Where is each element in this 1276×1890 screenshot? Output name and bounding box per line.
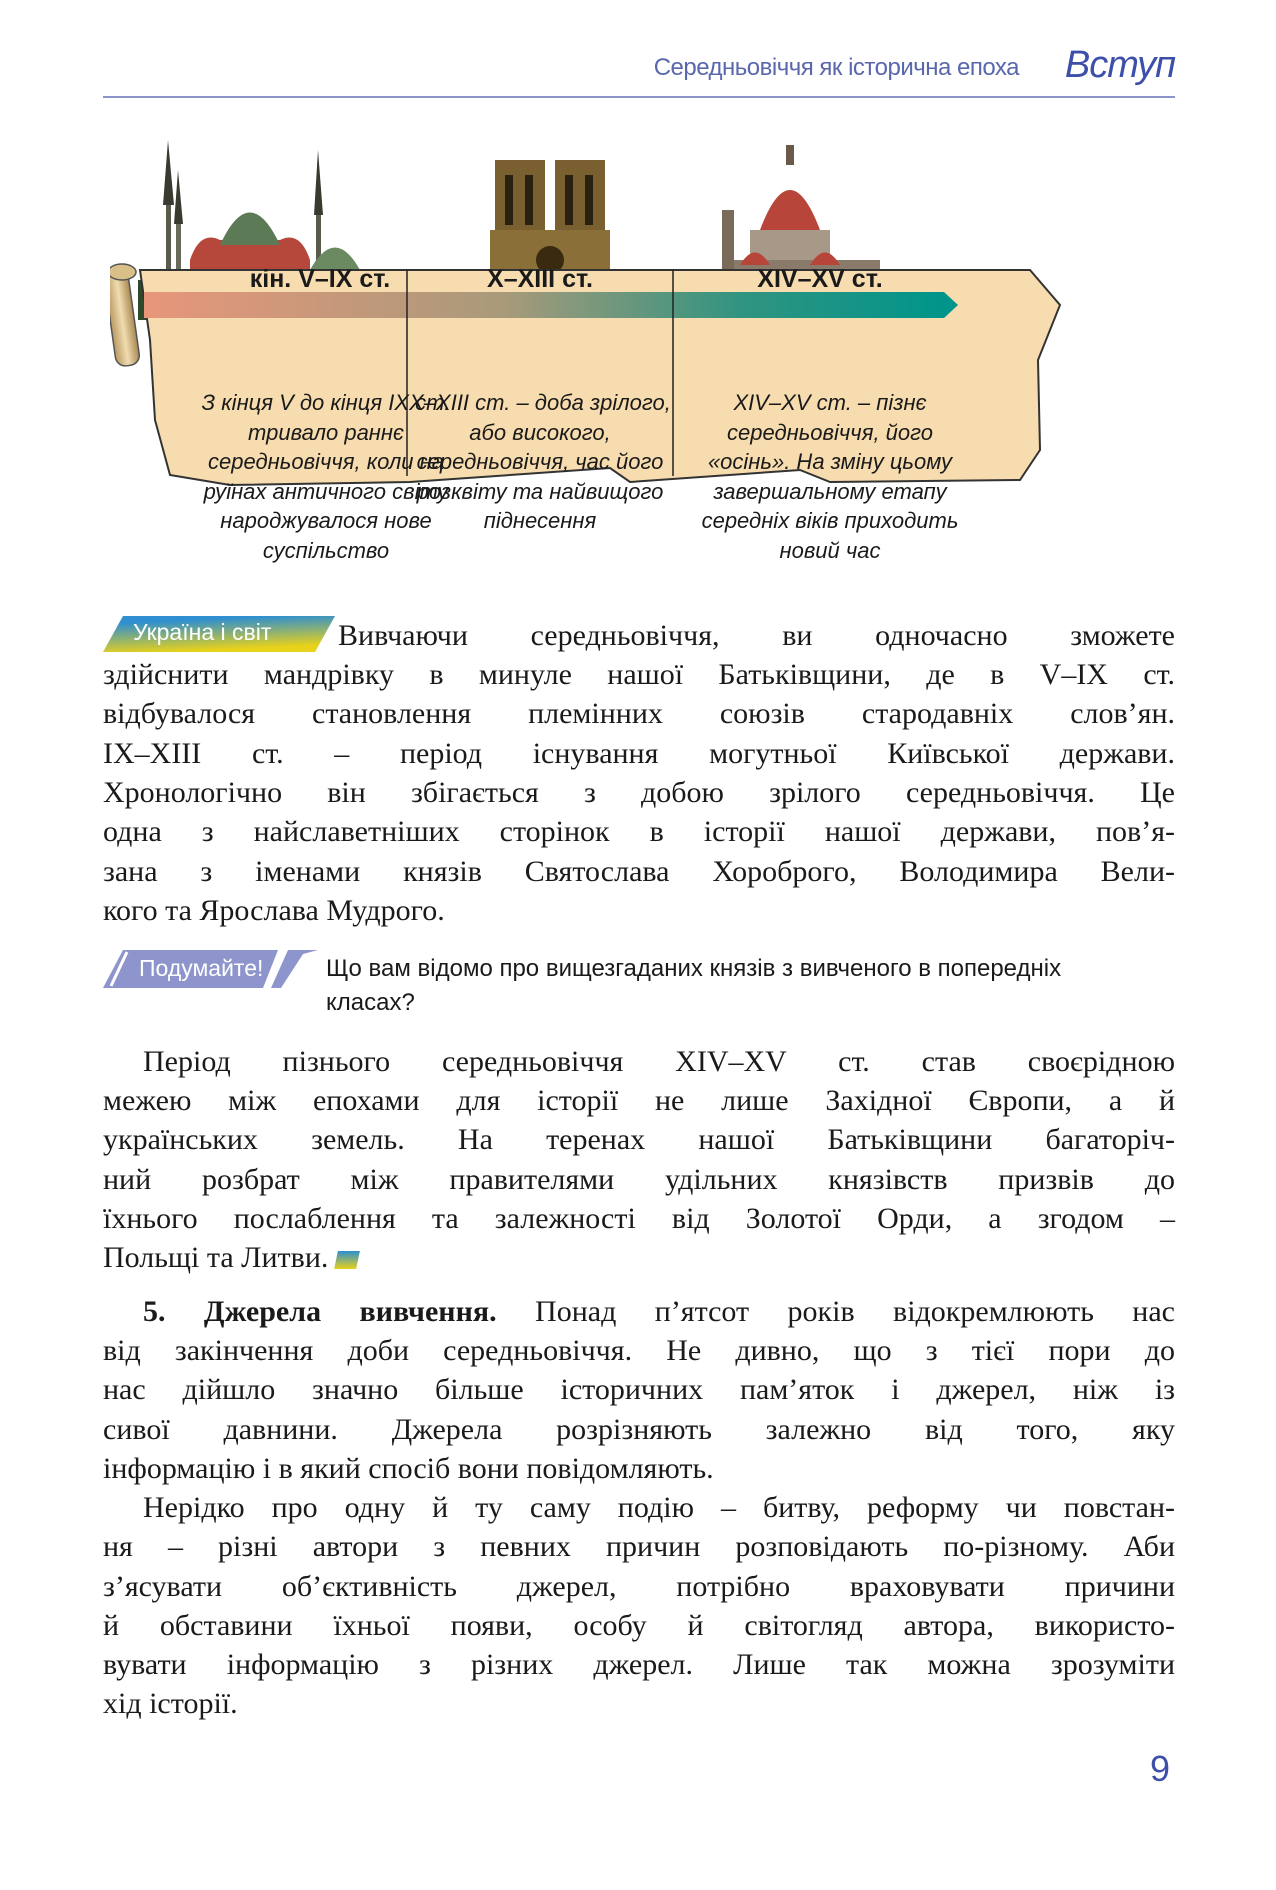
period-label-late: XIV–XV ст. bbox=[757, 265, 883, 293]
text-line: сивої давнини. Джерела розрізняють залежно від того, яку bbox=[103, 1413, 1175, 1446]
text-line: відбувалося становлення племінних союзів стародавніх слов’ян. bbox=[103, 697, 1175, 730]
text-line: з’ясувати об’єктивність джерел, потрібно враховувати причини bbox=[103, 1570, 1175, 1603]
text-line: Понад п’ятсот років відокремлюють нас bbox=[535, 1295, 1175, 1328]
text-line: нас дійшло значно більше історичних пам’яток і джерел, ніж із bbox=[103, 1373, 1175, 1406]
text-line: середніх віків приходить bbox=[701, 508, 959, 533]
text-line bbox=[103, 1292, 1175, 1331]
text-line: зана з іменами князів Святослава Хороброго, Володимира Вели- bbox=[103, 855, 1175, 888]
text-line: IX–XIII ст. – період існування могутньої Київської держави. bbox=[103, 737, 1175, 770]
period-description-late bbox=[670, 388, 990, 565]
text-line: піднесення bbox=[483, 508, 597, 533]
text-line: ний розбрат між правителями удільних князівств призвів до bbox=[103, 1163, 1175, 1196]
text-line: їхнього послаблення та залежності від Золотої Орди, а згодом – bbox=[103, 1202, 1175, 1235]
period-label-early: кін. V–IX ст. bbox=[249, 265, 391, 293]
text-line: інформацію і в який спосіб вони повідомляють. bbox=[103, 1452, 714, 1485]
page-number: 9 bbox=[1150, 1748, 1171, 1789]
badge-label: Подумайте! bbox=[139, 955, 264, 981]
ukraine-and-world-badge bbox=[103, 616, 335, 652]
header-divider bbox=[103, 96, 1175, 98]
text-line: суспільство bbox=[262, 537, 390, 563]
text-line: XIV–XV ст. – пізнє bbox=[733, 390, 927, 415]
text-line: народжувалося нове bbox=[220, 508, 432, 533]
running-header-section: Вступ bbox=[1064, 44, 1175, 86]
text-line: середньовіччя, його bbox=[727, 419, 933, 445]
text-line bbox=[103, 1238, 358, 1277]
text-line: завершальному етапу bbox=[713, 478, 947, 504]
text-line: середньовіччя, коли на bbox=[208, 449, 444, 474]
text-line: українських земель. На теренах нашої Батьківщини багаторіч- bbox=[103, 1123, 1175, 1156]
text-line: Польщі та Литви. bbox=[103, 1241, 329, 1274]
period-label-high: X–XIII ст. bbox=[487, 265, 593, 293]
question-text: Що вам відомо про вищезгаданих князів з вивченого в попередніх bbox=[326, 955, 1062, 982]
timeline-scroll bbox=[110, 120, 1170, 600]
ukraine-flag-end-icon bbox=[334, 1251, 360, 1269]
text-line: Вивчаючи середньовіччя, ви одночасно зможете bbox=[338, 619, 1175, 652]
text-line: середньовіччя, час його bbox=[416, 449, 664, 474]
text-line: одна з найславетніших сторінок в історії нашої держави, пов’я- bbox=[103, 815, 1175, 848]
text-line: кого та Ярослава Мудрого. bbox=[103, 894, 445, 927]
section-heading: 5. Джерела вивчення. bbox=[143, 1295, 497, 1328]
text-line: новий час bbox=[779, 537, 881, 563]
text-line: «осінь». На зміну цьому bbox=[707, 449, 953, 474]
text-line: або високого, bbox=[469, 419, 611, 445]
text-line: здійснити мандрівку в минуле нашої Батьківщини, де в V–IX ст. bbox=[103, 658, 1175, 691]
text-line: від закінчення доби середньовіччя. Не дивно, що з тієї пори до bbox=[103, 1334, 1175, 1367]
running-header-subtitle: Середньовіччя як історична епоха bbox=[653, 54, 1019, 81]
text-line: Нерідко про одну й ту саму подію – битву, реформу чи повстан- bbox=[143, 1491, 1175, 1524]
text-line: Період пізнього середньовіччя XIV–XV ст. став своєрідною bbox=[143, 1045, 1175, 1078]
text-line: руїнах античного світу bbox=[203, 478, 449, 504]
text-line: тривало раннє bbox=[248, 419, 404, 445]
text-line: X–XIII ст. – доба зрілого, bbox=[409, 390, 671, 415]
text-line: й обставини їхньої появи, особу й світогляд автора, використо- bbox=[103, 1609, 1175, 1642]
text-line: З кінця V до кінця IX ст. bbox=[201, 390, 451, 415]
text-line: межею між епохами для історії не лише Західної Європи, а й bbox=[103, 1084, 1175, 1117]
text-line: ня – різні автори з певних причин розповідають по-різному. Аби bbox=[103, 1530, 1175, 1563]
think-badge bbox=[103, 950, 318, 988]
period-description-high bbox=[380, 388, 700, 536]
badge-label: Україна і світ bbox=[133, 619, 272, 645]
text-line: розквіту та найвищого bbox=[416, 478, 664, 504]
text-line: вувати інформацію з різних джерел. Лише так можна зрозуміти bbox=[103, 1648, 1175, 1681]
text-line: хід історії. bbox=[103, 1687, 238, 1720]
text-line: Хронологічно він збігається з добою зрілого середньовіччя. Це bbox=[103, 776, 1175, 809]
question-text: класах? bbox=[326, 989, 415, 1016]
